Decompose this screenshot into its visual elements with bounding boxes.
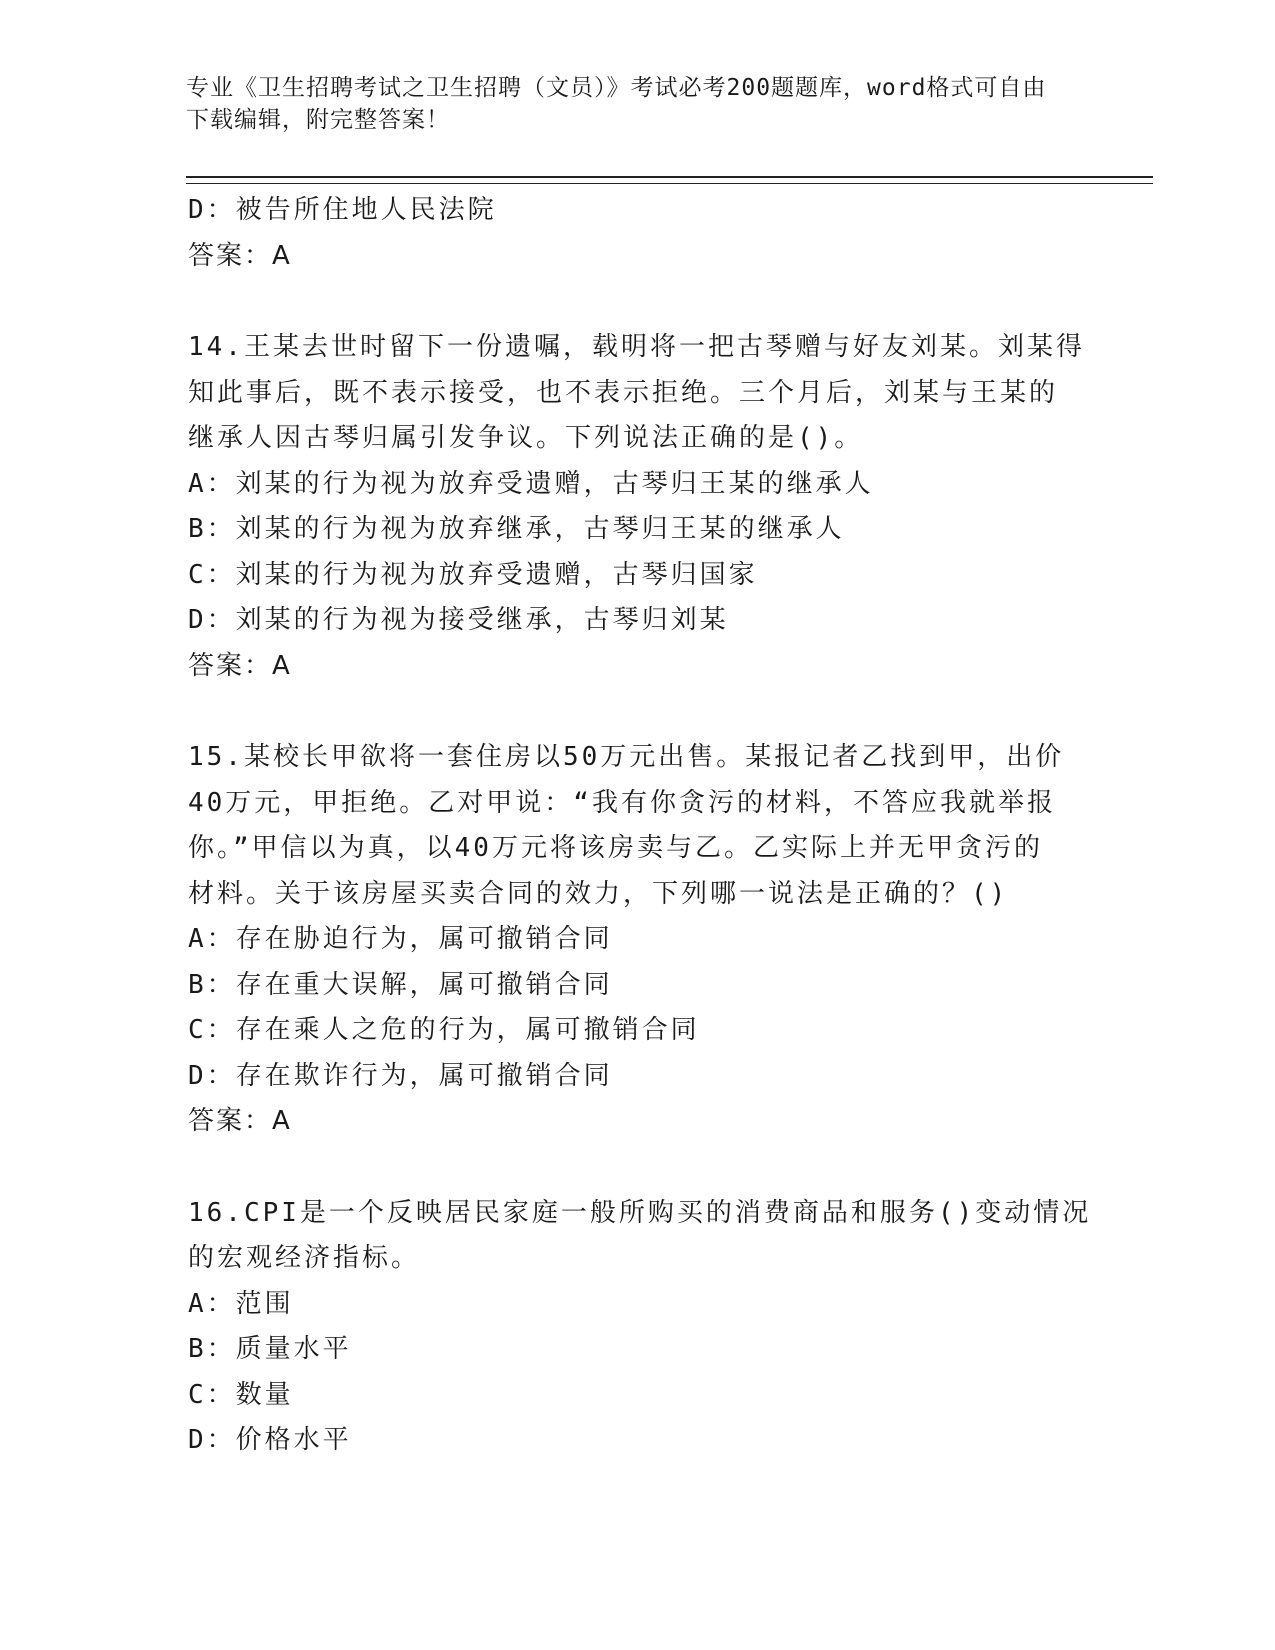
option-a: A：刘某的行为视为放弃受遗赠，古琴归王某的继承人 — [188, 468, 874, 499]
question-stem-line: 15.某校长甲欲将一套住房以50万元出售。某报记者乙找到甲，出价 — [188, 742, 1065, 772]
option-b: B：刘某的行为视为放弃继承，古琴归王某的继承人 — [188, 514, 845, 544]
question-stem-line: 知此事后，既不表示接受，也不表示拒绝。三个月后，刘某与王某的 — [188, 377, 1059, 408]
question-stem-line: 14.王某去世时留下一份遗嘱，载明将一把古琴赠与好友刘某。刘某得 — [188, 332, 1085, 362]
question-stem-line: 材料。关于该房屋买卖合同的效力，下列哪一说法是正确的？() — [188, 878, 1009, 909]
option-a: A：范围 — [188, 1288, 294, 1319]
header-divider — [186, 176, 1153, 184]
spacer — [188, 1145, 1088, 1191]
option-d: D：存在欺诈行为，属可撤销合同 — [188, 1060, 613, 1091]
option-b: B：存在重大误解，属可撤销合同 — [188, 969, 613, 1000]
spacer — [188, 689, 1088, 735]
answer-line: 答案：A — [188, 1106, 292, 1136]
question-stem-line: 的宏观经济指标。 — [188, 1243, 421, 1273]
spacer — [188, 279, 1088, 325]
option-d: D：刘某的行为视为接受继承，古琴归刘某 — [188, 605, 729, 635]
document-body — [188, 188, 1092, 1464]
option-a: A：存在胁迫行为，属可撤销合同 — [188, 924, 613, 954]
question-13-tail — [188, 188, 1088, 279]
option-d: D：价格水平 — [188, 1425, 352, 1455]
answer-line: 答案：A — [188, 240, 292, 271]
question-15 — [188, 735, 1088, 1145]
option-b: B：质量水平 — [188, 1334, 352, 1364]
question-stem-line: 继承人因古琴归属引发争议。下列说法正确的是()。 — [188, 423, 864, 453]
option-d: D：被告所住地人民法院 — [188, 195, 497, 225]
option-c: C：刘某的行为视为放弃受遗赠，古琴归国家 — [188, 559, 758, 590]
page-header: 专业《卫生招聘考试之卫生招聘（文员）》考试必考200题题库，word格式可自由下载编辑，附完整答案！ — [186, 75, 1047, 133]
question-16 — [188, 1191, 1092, 1464]
question-stem-line: 40万元，甲拒绝。乙对甲说：“我有你贪污的材料，不答应我就举报 — [188, 787, 1056, 818]
question-14 — [188, 325, 1088, 689]
answer-line: 答案：A — [188, 650, 292, 681]
option-c: C：数量 — [188, 1379, 294, 1410]
question-stem-line: 16.CPI是一个反映居民家庭一般所购买的消费商品和服务()变动情况 — [188, 1197, 1092, 1228]
option-c: C：存在乘人之危的行为，属可撤销合同 — [188, 1015, 700, 1045]
question-stem-line: 你。”甲信以为真，以40万元将该房卖与乙。乙实际上并无甲贪污的 — [188, 833, 1043, 863]
